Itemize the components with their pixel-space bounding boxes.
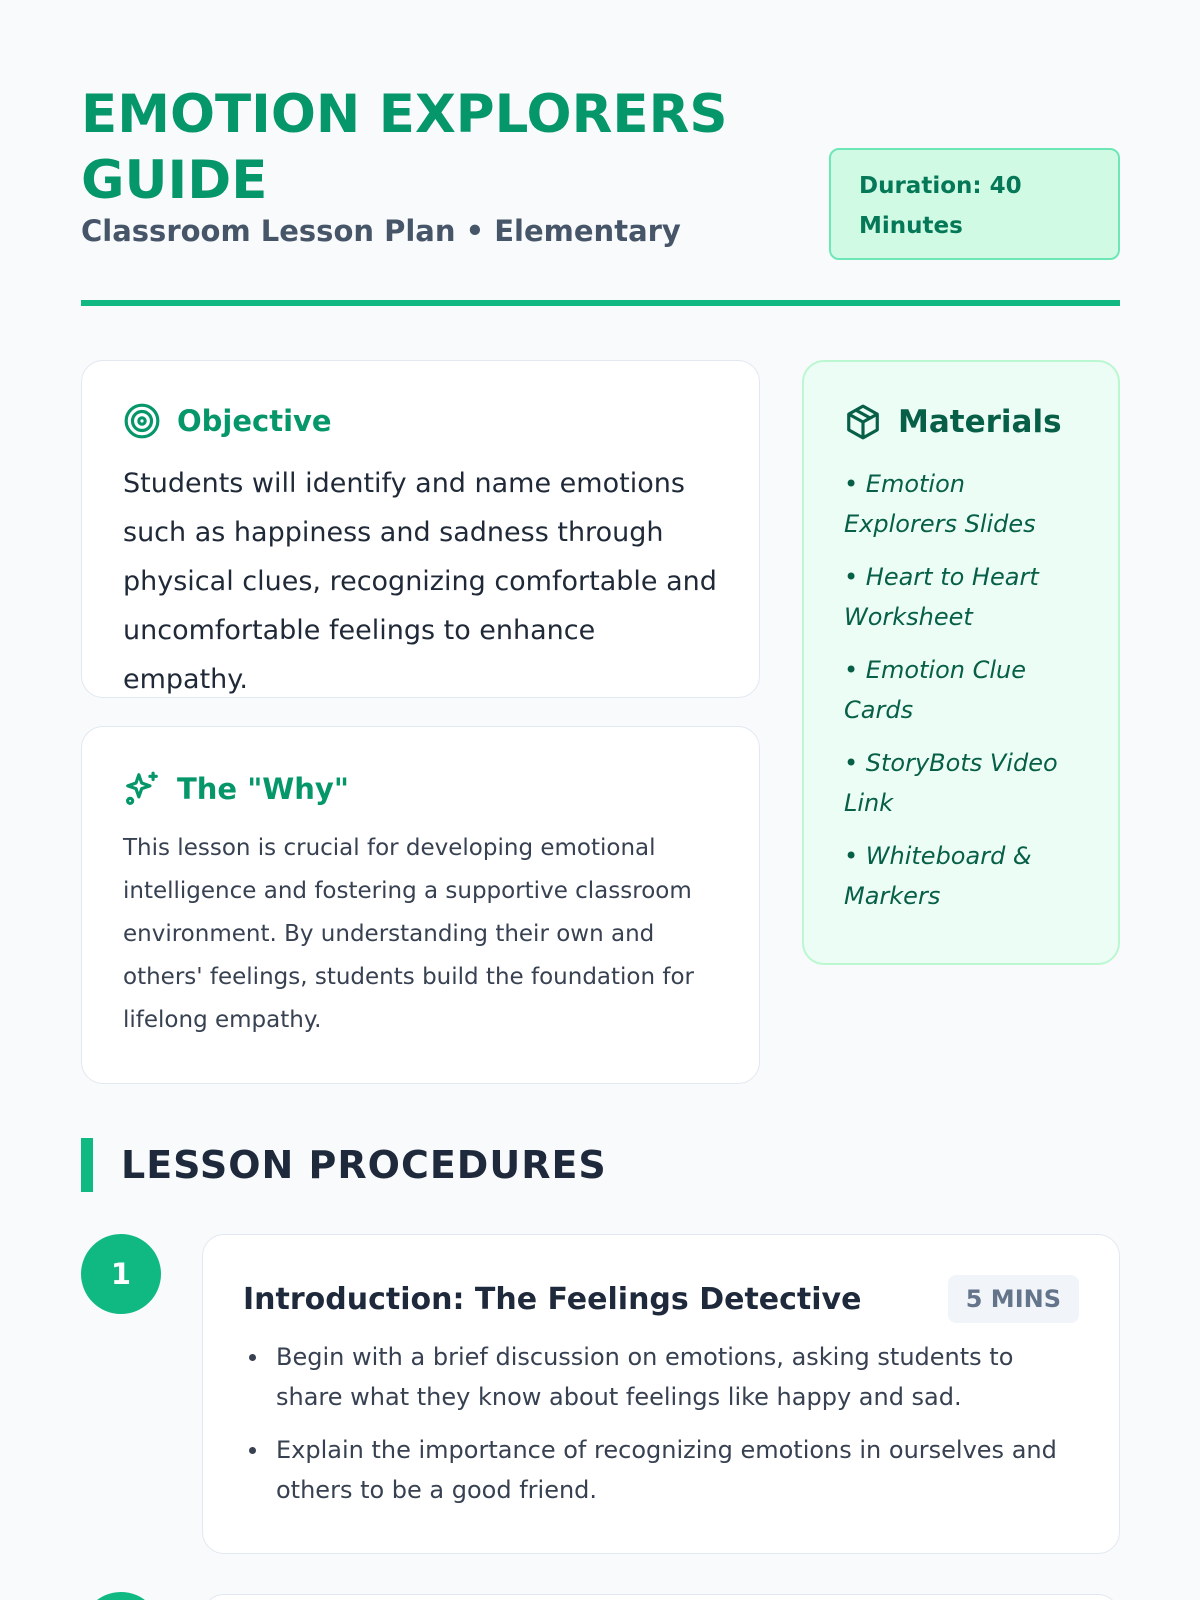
step-header (243, 1273, 1079, 1325)
step-card (202, 1234, 1120, 1554)
target-icon (123, 402, 161, 440)
header (81, 82, 1120, 302)
section-accent-bar (81, 1138, 93, 1192)
materials-header (844, 402, 1078, 442)
materials-heading: Materials (898, 404, 1062, 440)
why-header (123, 769, 718, 809)
materials-item: • Whiteboard & Markers (844, 842, 1032, 910)
materials-item: • Emotion Explorers Slides (844, 470, 1036, 538)
materials-item: • StoryBots Video Link (844, 749, 1058, 817)
step-bullet: Begin with a brief discussion on emotions, asking students to share what they know about feelings like happy and sad. (243, 1337, 1079, 1417)
step-bullet: Explain the importance of recognizing emotions in ourselves and others to be a good friend. (243, 1430, 1079, 1510)
objective-heading: Objective (177, 404, 332, 438)
page-subtitle: Classroom Lesson Plan • Elementary (81, 214, 681, 248)
page-title: EMOTION EXPLORERS GUIDE (81, 84, 728, 211)
duration-badge: Duration: 40 Minutes (829, 148, 1120, 260)
step-bullet-list (243, 1337, 1079, 1510)
procedures-heading: LESSON PROCEDURES (121, 1143, 607, 1187)
step-number-badge: 1 (81, 1234, 161, 1314)
step-title: Introduction: The Feelings Detective (243, 1281, 862, 1317)
procedures-section-title (81, 1138, 607, 1192)
objective-card (81, 360, 760, 698)
why-card (81, 726, 760, 1084)
next-step-number-badge (81, 1592, 161, 1600)
header-divider (81, 300, 1120, 306)
next-step-card (202, 1594, 1120, 1600)
package-icon (844, 403, 882, 441)
materials-card (802, 360, 1120, 965)
materials-item: • Emotion Clue Cards (844, 656, 1027, 724)
materials-item: • Heart to Heart Worksheet (844, 563, 1039, 631)
objective-header (123, 401, 718, 441)
why-heading: The "Why" (177, 772, 349, 806)
objective-text: Students will identify and name emotions such as happiness and sadness through physical clues, recognizing comfortable and uncomfortable feelings to enhance empathy. (123, 468, 717, 695)
sparkles-icon (123, 770, 161, 808)
why-text: This lesson is crucial for developing emotional intelligence and fostering a supportive classroom environment. By understanding their own and others' feelings, students build the foundation for lifelong empathy. (123, 835, 695, 1033)
step-duration-badge: 5 MINS (948, 1275, 1079, 1323)
